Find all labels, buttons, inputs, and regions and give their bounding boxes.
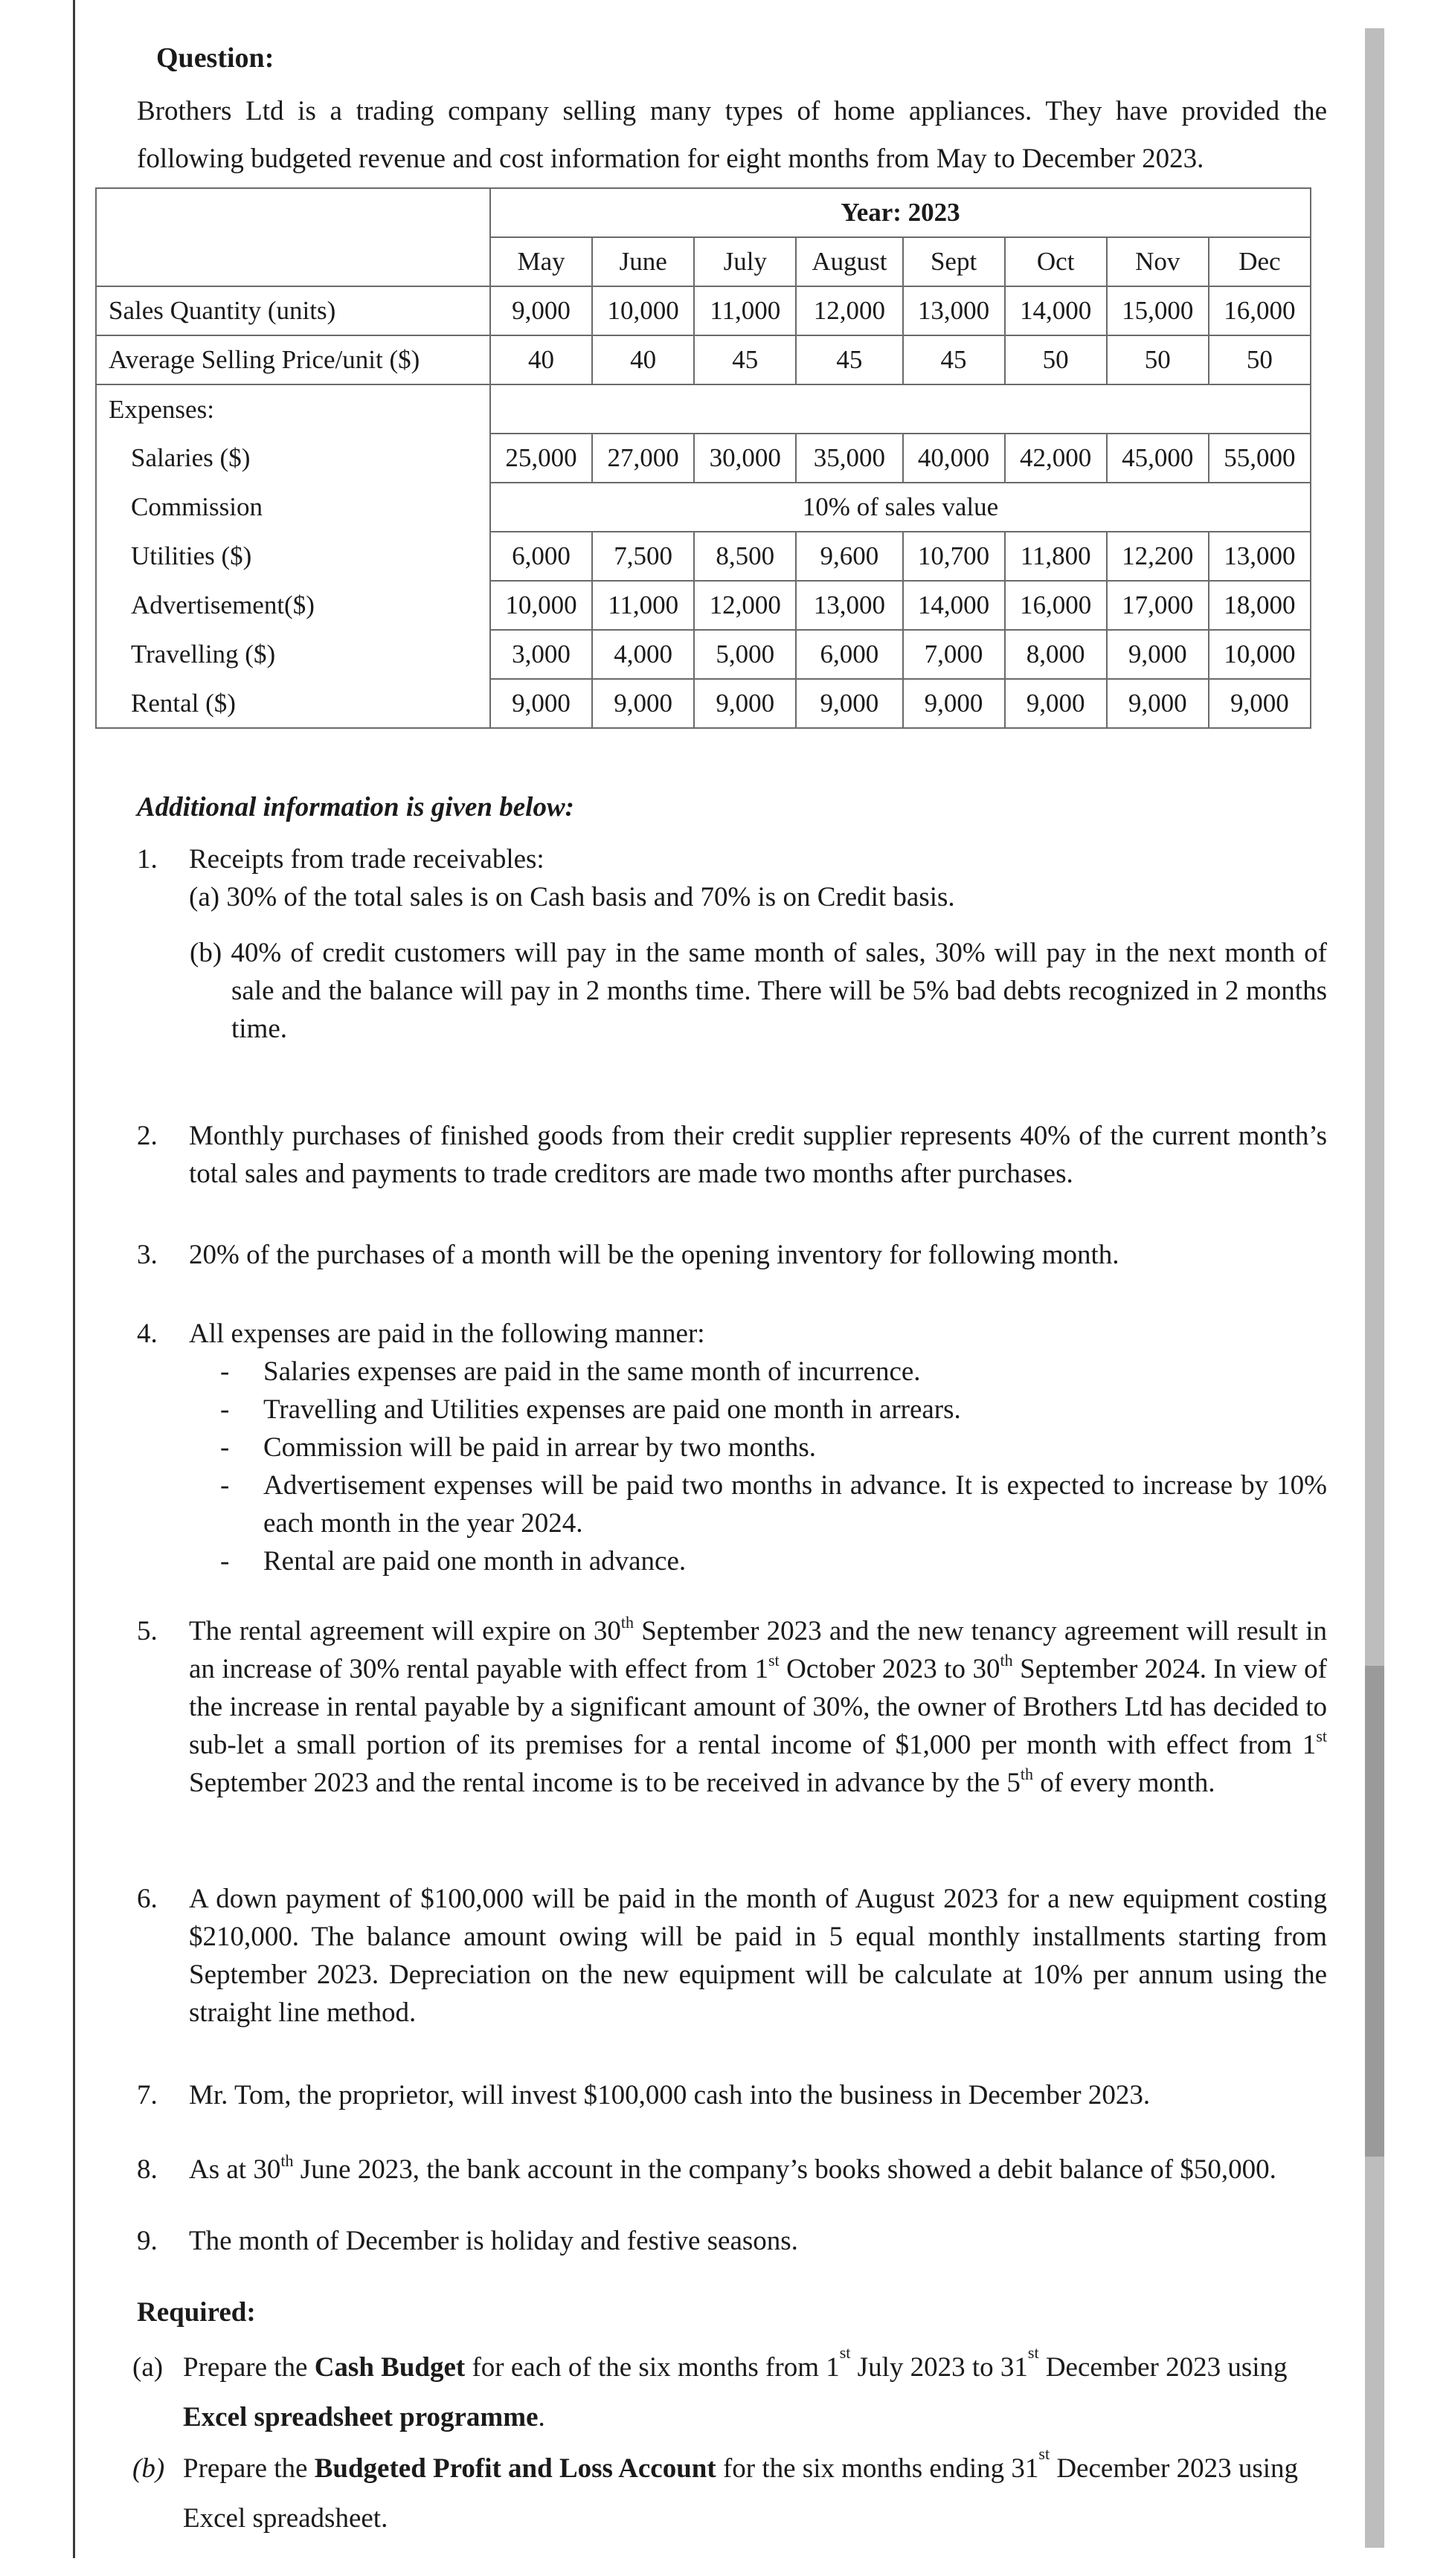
table-cell: 11,000 [592, 581, 694, 630]
table-cell: 30,000 [694, 434, 796, 483]
required-item-a [132, 2342, 1330, 2442]
row-label: Sales Quantity (units) [96, 286, 490, 335]
month-header: Nov [1107, 237, 1209, 286]
list-item: - Salaries expenses are paid in the same month of incurrence. [263, 1353, 1327, 1391]
month-header: May [490, 237, 592, 286]
item-number: 8. [137, 2154, 158, 2185]
month-header: Dec [1209, 237, 1311, 286]
item-number: 5. [137, 1616, 158, 1646]
table-cell: 45 [796, 335, 902, 384]
month-header: Oct [1005, 237, 1107, 286]
required-item-b [132, 2444, 1330, 2543]
info-item-5 [137, 1612, 1327, 1802]
table-cell: 25,000 [490, 434, 592, 483]
row-label: Average Selling Price/unit ($) [96, 335, 490, 384]
required-text: Prepare the Budgeted Profit and Loss Account for the six months ending 31st December 2023 using Excel spreadsheet. [183, 2444, 1299, 2534]
month-header: Sept [903, 237, 1005, 286]
table-cell: 9,000 [592, 679, 694, 728]
list-item: - Rental are paid one month in advance. [263, 1542, 1327, 1580]
table-cell: 17,000 [1107, 581, 1209, 630]
info-item-3 [137, 1236, 1327, 1274]
item-text: All expenses are paid in the following manner: [189, 1318, 705, 1349]
table-cell: 45 [694, 335, 796, 384]
table-cell: 50 [1005, 335, 1107, 384]
item-text: 20% of the purchases of a month will be the opening inventory for following month. [189, 1240, 1119, 1270]
table-cell: 5,000 [694, 630, 796, 679]
table-cell: 9,000 [796, 679, 902, 728]
table-cell: 14,000 [903, 581, 1005, 630]
table-row [96, 335, 1311, 384]
table-row [96, 679, 1311, 728]
table-cell: 15,000 [1107, 286, 1209, 335]
item-text: The month of December is holiday and festive seasons. [189, 2226, 798, 2256]
table-cell: 9,000 [1005, 679, 1107, 728]
table-cell: 12,000 [694, 581, 796, 630]
item-number: 3. [137, 1240, 158, 1270]
info-item-6 [137, 1880, 1327, 2032]
expenses-label: Expenses: [96, 384, 490, 434]
table-cell: 45 [903, 335, 1005, 384]
table-cell: 13,000 [796, 581, 902, 630]
table-cell: 9,000 [1209, 679, 1311, 728]
table-row [96, 483, 1311, 532]
item-number: 4. [137, 1318, 158, 1349]
table-header-months-row [96, 237, 1311, 286]
table-cell: 9,000 [490, 286, 592, 335]
month-header: July [694, 237, 796, 286]
table-cell: 50 [1107, 335, 1209, 384]
table-cell: 11,800 [1005, 532, 1107, 581]
table-cell: 40,000 [903, 434, 1005, 483]
info-item-4 [137, 1315, 1327, 1580]
info-item-2 [137, 1117, 1327, 1193]
table-cell: 27,000 [592, 434, 694, 483]
row-label: Salaries ($) [96, 434, 490, 483]
table-cell: 16,000 [1005, 581, 1107, 630]
table-cell: 10,700 [903, 532, 1005, 581]
table-row [96, 630, 1311, 679]
table-cell: 45,000 [1107, 434, 1209, 483]
table-cell: 42,000 [1005, 434, 1107, 483]
item-number: 2. [137, 1121, 158, 1151]
left-margin-rule [73, 0, 75, 2558]
table-cell: 7,000 [903, 630, 1005, 679]
item-text: The rental agreement will expire on 30th September 2023 and the new tenancy agreement will result in an increase of 30% rental payable with effect from 1st October 2023 to 30th September 2024. In view of the increase in rental payable by a significant amount of 30%, the owner of Brothers Ltd has decided to sub-let a small portion of its premises for a rental income of $1,000 per month with effect from 1st September 2023 and the rental income is to be received in advance by the 5th of every month. [189, 1613, 1328, 1798]
table-cell: 6,000 [796, 630, 902, 679]
table-cell: 13,000 [1209, 532, 1311, 581]
item-number: 9. [137, 2226, 158, 2256]
table-cell: 9,000 [1107, 679, 1209, 728]
table-header-year-row [96, 188, 1311, 237]
row-label: Rental ($) [96, 679, 490, 728]
item-number: 1. [137, 844, 158, 875]
budget-table [95, 187, 1311, 729]
row-label: Travelling ($) [96, 630, 490, 679]
table-cell: 6,000 [490, 532, 592, 581]
required-label: (a) [132, 2352, 164, 2383]
table-row [96, 581, 1311, 630]
table-cell: 10,000 [592, 286, 694, 335]
info-item-8 [137, 2151, 1327, 2189]
commission-value: 10% of sales value [490, 483, 1311, 532]
info-item-7 [137, 2076, 1327, 2114]
required-heading: Required: [137, 2297, 256, 2328]
item-text: As at 30th June 2023, the bank account in the company’s books showed a debit balance of $50,000. [189, 2151, 1276, 2185]
table-cell: 9,000 [490, 679, 592, 728]
table-cell: 3,000 [490, 630, 592, 679]
expenses-heading-row [96, 384, 1311, 434]
table-row [96, 532, 1311, 581]
table-cell: 8,500 [694, 532, 796, 581]
table-cell: 9,000 [1107, 630, 1209, 679]
table-cell: 55,000 [1209, 434, 1311, 483]
table-cell: 7,500 [592, 532, 694, 581]
table-cell: 13,000 [903, 286, 1005, 335]
item-sub-a: (a) 30% of the total sales is on Cash basis and 70% is on Credit basis. [189, 882, 955, 912]
question-intro: Brothers Ltd is a trading company selling many types of home appliances. They have provided the following budgeted revenue and cost information for eight months from May to December 2023. [137, 96, 1327, 174]
list-item: - Travelling and Utilities expenses are paid one month in arrears. [263, 1391, 1327, 1429]
item-sub-b: (b) 40% of credit customers will pay in the same month of sales, 30% will pay in the next month of sale and the balance will pay in 2 months time. There will be 5% bad debts recognized in 2 months time. [190, 938, 1327, 1044]
item-number: 6. [137, 1884, 158, 1914]
row-label: Advertisement($) [96, 581, 490, 630]
item-text: A down payment of $100,000 will be paid in the month of August 2023 for a new equipment costing $210,000. The balance amount owing will be paid in 5 equal monthly installments starting from September 2023. Depreciation on the new equipment will be calculate at 10% per annum using the straight line method. [189, 1884, 1327, 2028]
question-title: Question: [156, 42, 274, 74]
table-cell: 35,000 [796, 434, 902, 483]
table-cell: 10,000 [1209, 630, 1311, 679]
list-item: - Advertisement expenses will be paid two months in advance. It is expected to increase by 10% each month in the year 2024. [263, 1466, 1327, 1542]
table-cell: 16,000 [1209, 286, 1311, 335]
table-cell: 9,000 [903, 679, 1005, 728]
table-cell: 10,000 [490, 581, 592, 630]
table-row [96, 434, 1311, 483]
table-cell: 14,000 [1005, 286, 1107, 335]
table-cell: 18,000 [1209, 581, 1311, 630]
table-cell: 40 [490, 335, 592, 384]
info-item-9 [137, 2222, 1327, 2260]
table-row [96, 286, 1311, 335]
table-cell: 50 [1209, 335, 1311, 384]
month-header: June [592, 237, 694, 286]
row-label: Commission [96, 483, 490, 532]
table-cell: 12,200 [1107, 532, 1209, 581]
required-text: Prepare the Cash Budget for each of the six months from 1st July 2023 to 31st December 2023 using Excel spreadsheet programme. [183, 2343, 1288, 2432]
table-cell: 12,000 [796, 286, 902, 335]
table-cell: 4,000 [592, 630, 694, 679]
scrollbar-track[interactable] [1365, 28, 1384, 2548]
additional-info-heading: Additional information is given below: [137, 792, 574, 822]
month-header: August [796, 237, 902, 286]
item-text: Receipts from trade receivables: [189, 844, 544, 875]
table-cell: 9,600 [796, 532, 902, 581]
year-header: Year: 2023 [490, 188, 1311, 237]
required-label: (b) [132, 2453, 165, 2484]
table-cell: 8,000 [1005, 630, 1107, 679]
table-cell: 11,000 [694, 286, 796, 335]
row-label: Utilities ($) [96, 532, 490, 581]
list-item: - Commission will be paid in arrear by two months. [263, 1429, 1327, 1466]
scrollbar-thumb[interactable] [1365, 1666, 1384, 2157]
table-cell: 9,000 [694, 679, 796, 728]
item-text: Monthly purchases of finished goods from their credit supplier represents 40% of the current month’s total sales and payments to trade creditors are made two months after purchases. [189, 1121, 1327, 1189]
item-number: 7. [137, 2080, 158, 2110]
table-cell: 40 [592, 335, 694, 384]
info-item-1 [137, 840, 1327, 1048]
payment-terms-list [263, 1353, 1327, 1580]
item-text: Mr. Tom, the proprietor, will invest $100,000 cash into the business in December 2023. [189, 2080, 1151, 2110]
